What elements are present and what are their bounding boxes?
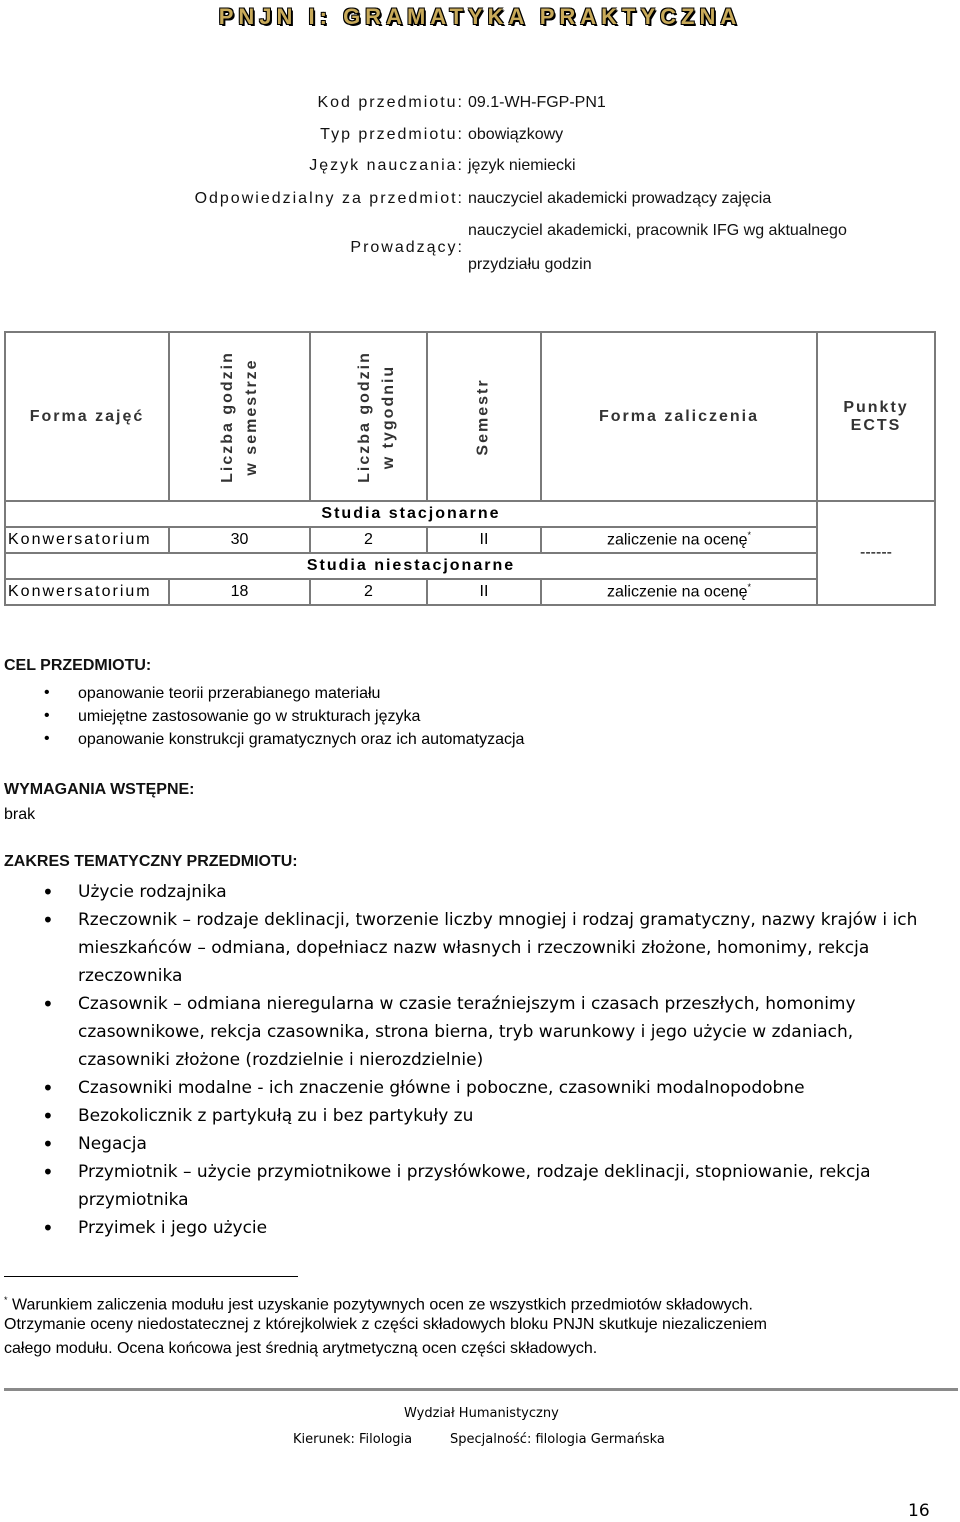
header-godziny-semestr-line2: w semestrze [242,357,260,476]
prowadzacy-value-line2: przydziału godzin [468,256,592,273]
section-stacjonarne: Studia stacjonarne [5,501,817,527]
zakres-heading: ZAKRES TEMATYCZNY PRZEDMIOTU: [4,853,298,870]
footnote-mark: * [4,1295,8,1305]
header-forma-zajec: Forma zajęć [5,332,169,501]
footer-kierunek: Kierunek: Filologia [293,1432,413,1447]
header-godziny-tydzien-line1: Liczba godzin [355,350,373,483]
zakres-item-5: • Bezokolicznik z partykułą zu i bez partykuły zu [38,1102,938,1130]
zakres-item-4: • Czasowniki modalne - ich znaczenie główne i poboczne, czasowniki modalnopodobne [38,1074,938,1102]
zakres-item-8: • Przyimek i jego użycie [38,1214,938,1242]
zakres-item-2: • Rzeczownik – rodzaje deklinacji, tworzenie liczby mnogiej i rodzaj gramatyczny, nazwy krajów i ich mieszkańców – odmiana, dopełniacz nazw własnych i rzeczowniki złożone, homonimy, rekcja rzeczownika [38,906,938,990]
zakres-list [38,878,938,1242]
wymagania-heading: WYMAGANIA WSTĘPNE: [4,781,195,798]
row1-semestr: II [427,527,541,553]
wymagania-text: brak [4,806,36,823]
cel-bullet-2: • [44,707,50,724]
header-godziny-semestr-text [216,351,264,483]
jezyk-label: Język nauczania: [309,157,464,174]
kod-label: Kod przedmiotu: [317,94,464,111]
cel-item-1: opanowanie teorii przerabianego materiału [78,685,381,702]
row2-forma: Konwersatorium [5,579,169,605]
row2-zaliczenie-text: zaliczenie na ocenę [606,583,748,601]
document-title: PNJN I: GRAMATYKA PRAKTYCZNA [218,4,742,29]
footer-rule [4,1388,958,1391]
row1-footnote-mark: * [747,530,752,541]
header-godziny-tydzien-line2: w tygodniu [379,364,397,469]
header-godziny-tydzien [310,332,427,501]
prowadzacy-label: Prowadzący: [350,239,464,256]
prowadzacy-value-line1: nauczyciel akademicki, pracownik IFG wg aktualnego [468,222,847,239]
row1-zaliczenie [541,527,817,553]
header-ects-line1: Punkty [843,398,909,416]
row1-forma: Konwersatorium [5,527,169,553]
jezyk-value: język niemiecki [468,157,576,174]
odpowiedzialny-label: Odpowiedzialny za przedmiot: [194,190,464,207]
row2-footnote-mark: * [747,582,752,593]
zakres-item-3: • Czasownik – odmiana nieregularna w czasie teraźniejszym i czasach przeszłych, homonimy czasownikowe, rekcja czasownika, strona bierna, tryb warunkowy i jego użycie w zdaniach, czasowniki złożone (rozdzielnie i nierozdzielnie) [38,990,938,1074]
row2-godziny-semestr: 18 [169,579,310,605]
header-godziny-semestr [169,332,310,501]
footnote-line2: Otrzymanie oceny niedostatecznej z którejkolwiek z części składowych bloku PNJN skutkuje niezaliczeniem [4,1316,767,1333]
cel-item-2: umiejętne zastosowanie go w strukturach języka [78,708,421,725]
section-niestacjonarne: Studia niestacjonarne [5,553,817,579]
header-godziny-semestr-line1: Liczba godzin [218,350,236,483]
footer-specjalnosc: Specjalność: filologia Germańska [450,1432,665,1447]
row1-godziny-tydzien: 2 [310,527,427,553]
footnote-line1-text: Warunkiem zaliczenia modułu jest uzyskanie pozytywnych ocen ze wszystkich przedmiotów składowych. [7,1296,753,1314]
row2-zaliczenie [541,579,817,605]
footer-wydzial: Wydział Humanistyczny [404,1406,559,1421]
typ-label: Typ przedmiotu: [320,126,464,143]
row1-godziny-semestr: 30 [169,527,310,553]
header-semestr-text: Semestr [475,377,492,456]
kod-value: 09.1-WH-FGP-PN1 [468,94,606,111]
zakres-item-7: • Przymiotnik – użycie przymiotnikowe i przysłówkowe, rodzaje deklinacji, stopniowanie, rekcja przymiotnika [38,1158,938,1214]
cel-bullet-1: • [44,684,50,701]
page-number: 16 [908,1501,930,1521]
row2-godziny-tydzien: 2 [310,579,427,605]
zakres-item-1: • Użycie rodzajnika [38,878,938,906]
footnote-separator [4,1276,298,1277]
header-godziny-tydzien-text [353,351,401,483]
header-ects-line2: ECTS [850,416,902,434]
typ-value: obowiązkowy [468,126,564,143]
course-table [4,331,936,606]
header-punkty-ects [817,332,935,501]
footnote-line3: całego modułu. Ocena końcowa jest średnią arytmetyczną ocen części składowych. [4,1340,598,1357]
odpowiedzialny-value: nauczyciel akademicki prowadzący zajęcia [468,190,772,207]
cel-bullet-3: • [44,730,50,747]
header-forma-zaliczenia: Forma zaliczenia [541,332,817,501]
row2-semestr: II [427,579,541,605]
header-semestr [427,332,541,501]
zakres-item-6: • Negacja [38,1130,938,1158]
ects-value: ------ [817,501,935,605]
cel-heading: CEL PRZEDMIOTU: [4,657,152,674]
row1-zaliczenie-text: zaliczenie na ocenę [606,531,748,549]
cel-item-3: opanowanie konstrukcji gramatycznych oraz ich automatyzacja [78,731,525,748]
